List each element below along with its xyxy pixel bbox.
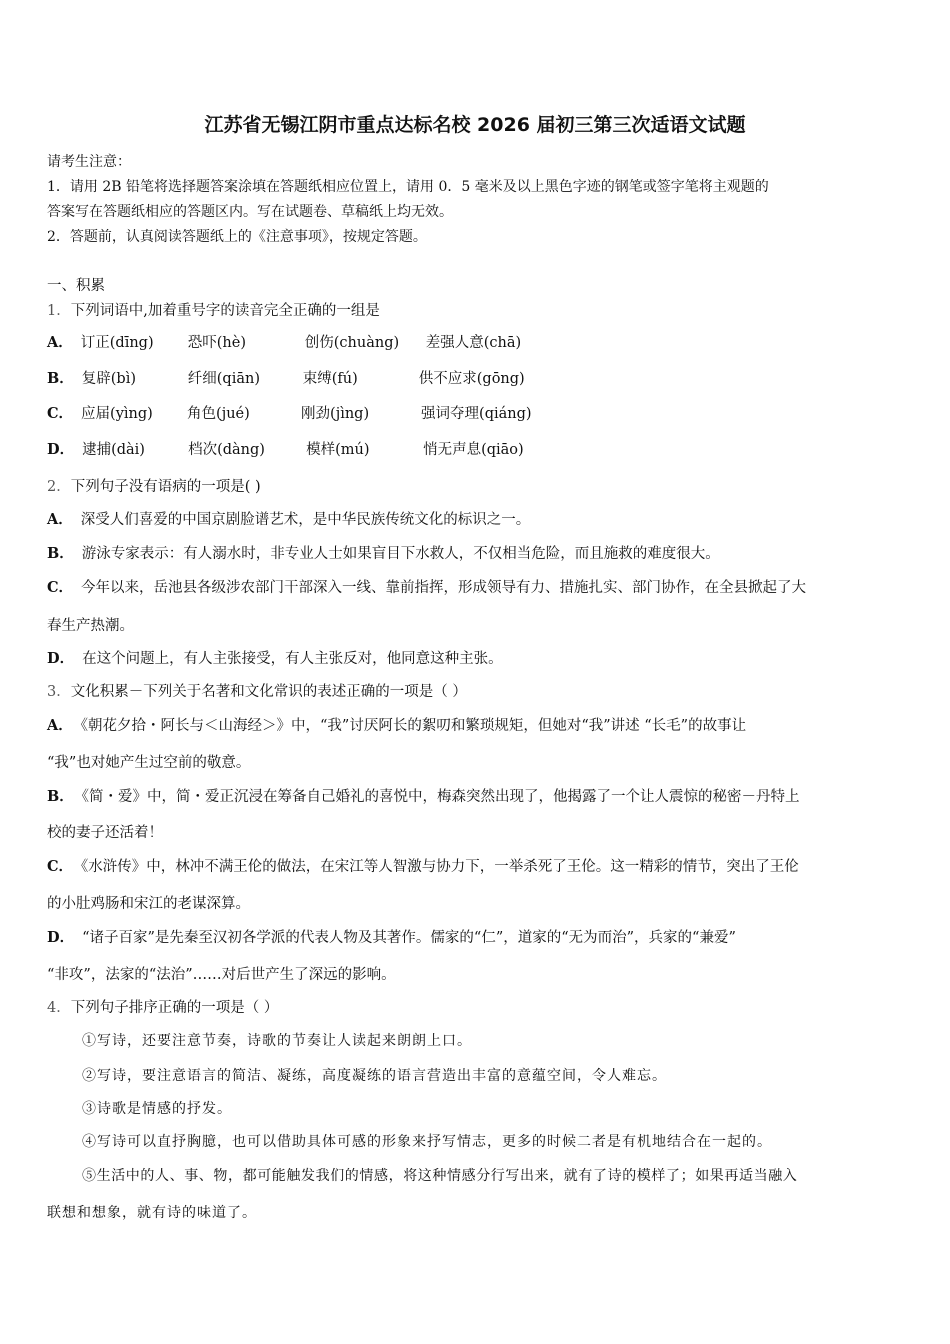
option-word: 档次(dàng) bbox=[188, 442, 265, 458]
q1-option-d[interactable] bbox=[47, 440, 524, 460]
option-word: 差强人意(chā) bbox=[425, 335, 522, 351]
q3-option-a[interactable] bbox=[47, 716, 746, 736]
q3-option-d-continued: “非攻”，法家的“法治”……对后世产生了深远的影响。 bbox=[47, 967, 396, 983]
option-word: 逮捕(dài) bbox=[82, 442, 145, 458]
option-word: 复辟(bì) bbox=[81, 371, 136, 387]
q1-option-a[interactable] bbox=[47, 333, 521, 353]
q4-sentence-3: ③诗歌是情感的抒发。 bbox=[82, 1101, 232, 1117]
notice-item-1-line-2: 答案写在答题纸相应的答题区内。写在试题卷、草稿纸上均无效。 bbox=[47, 204, 453, 220]
option-letter: A． bbox=[47, 717, 73, 734]
question-text: 文化积累－下列关于名著和文化常识的表述正确的一项是（ ） bbox=[70, 684, 467, 700]
option-word: 束缚(fú) bbox=[302, 371, 358, 387]
q4-sentence-5-continued: 联想和想象，就有诗的味道了。 bbox=[47, 1205, 257, 1221]
q3-option-d[interactable] bbox=[47, 928, 736, 948]
q3-option-c-continued: 的小肚鸡肠和宋江的老谋深算。 bbox=[47, 896, 250, 912]
question-number: 1． bbox=[47, 303, 71, 319]
q2-option-d[interactable] bbox=[47, 649, 503, 669]
option-letter: D． bbox=[47, 929, 75, 946]
option-text: 《简・爱》中，简・爱正沉浸在筹备自己婚礼的喜悦中，梅森突然出现了，他揭露了一个让人震惊的秘密－丹特上 bbox=[81, 789, 800, 805]
q3-option-a-continued: “我”也对她产生过空前的敬意。 bbox=[47, 755, 251, 771]
option-letter: C． bbox=[47, 579, 74, 596]
option-letter: D． bbox=[47, 441, 75, 458]
question-2-stem bbox=[47, 477, 261, 497]
option-text: “诸子百家”是先秦至汉初各学派的代表人物及其著作。儒家的“仁”，道家的“无为而治”，兵家的“兼爱” bbox=[82, 930, 736, 946]
question-1-stem bbox=[47, 301, 380, 321]
option-word: 模样(mú) bbox=[306, 442, 370, 458]
question-number: 2． bbox=[47, 479, 71, 495]
option-letter: C． bbox=[47, 858, 74, 875]
option-word: 悄无声息(qiāo) bbox=[423, 442, 524, 458]
option-letter: B． bbox=[47, 788, 74, 805]
question-3-stem bbox=[47, 682, 467, 702]
q3-option-b-continued: 校的妻子还活着！ bbox=[47, 825, 163, 841]
option-text: 游泳专家表示：有人溺水时，非专业人士如果盲目下水救人，不仅相当危险，而且施救的难度很大。 bbox=[81, 546, 720, 562]
question-4-stem bbox=[47, 998, 278, 1018]
page-title: 江苏省无锡江阴市重点达标名校 2026 届初三第三次适语文试题 bbox=[204, 114, 746, 136]
q4-sentence-2: ②写诗，要注意语言的简洁、凝练，高度凝练的语言营造出丰富的意蕴空间，令人难忘。 bbox=[82, 1068, 667, 1084]
q1-option-c[interactable] bbox=[47, 404, 532, 424]
option-word: 订正(dīng) bbox=[80, 335, 154, 351]
option-text: 《朝花夕拾・阿长与＜山海经＞》中，“我”讨厌阿长的絮叨和繁琐规矩，但她对“我”讲述 “长毛”的故事让 bbox=[80, 718, 747, 734]
option-word: 供不应求(gōng) bbox=[418, 371, 525, 387]
question-number: 3． bbox=[47, 684, 71, 700]
question-text: 下列句子排序正确的一项是（ ） bbox=[70, 1000, 279, 1016]
option-letter: A． bbox=[47, 334, 73, 351]
notice-heading: 请考生注意： bbox=[47, 154, 131, 170]
question-text: 下列词语中,加着重号字的读音完全正确的一组是 bbox=[70, 303, 380, 319]
option-text: 今年以来，岳池县各级涉农部门干部深入一线、靠前指挥，形成领导有力、措施扎实、部门协作，在全县掀起了大 bbox=[81, 580, 807, 596]
option-word: 刚劲(jìng) bbox=[301, 406, 370, 422]
notice-item-2: 2．答题前，认真阅读答题纸上的《注意事项》，按规定答题。 bbox=[47, 229, 427, 245]
q2-option-c-continued: 春生产热潮。 bbox=[47, 618, 134, 634]
option-word: 创伤(chuàng) bbox=[304, 335, 400, 351]
option-letter: D． bbox=[47, 650, 75, 667]
section-heading: 一、积累 bbox=[47, 278, 105, 294]
option-word: 纤细(qiān) bbox=[187, 371, 260, 387]
notice-item-1-line-1: 1．请用 2B 铅笔将选择题答案涂填在答题纸相应位置上，请用 0．5 毫米及以上黑色字迹的钢笔或签字笔将主观题的 bbox=[47, 179, 769, 195]
question-text: 下列句子没有语病的一项是( ) bbox=[70, 479, 261, 495]
q1-option-b[interactable] bbox=[47, 369, 525, 389]
question-number: 4． bbox=[47, 1000, 71, 1016]
option-letter: B． bbox=[47, 370, 74, 387]
q2-option-b[interactable] bbox=[47, 544, 720, 564]
option-letter: A． bbox=[47, 511, 73, 528]
q3-option-b[interactable] bbox=[47, 787, 800, 807]
option-word: 应届(yìng) bbox=[81, 406, 153, 422]
q2-option-a[interactable] bbox=[47, 510, 530, 530]
q2-option-c[interactable] bbox=[47, 578, 806, 598]
option-letter: B． bbox=[47, 545, 74, 562]
option-text: 深受人们喜爱的中国京剧脸谱艺术，是中华民族传统文化的标识之一。 bbox=[80, 512, 531, 528]
q4-sentence-4: ④写诗可以直抒胸臆，也可以借助具体可感的形象来抒写情志，更多的时候二者是有机地结合在一起的。 bbox=[82, 1134, 772, 1150]
option-word: 强词夺理(qiáng) bbox=[421, 406, 532, 422]
q4-sentence-5: ⑤生活中的人、事、物，都可能触发我们的情感，将这种情感分行写出来，就有了诗的模样了；如果再适当融入 bbox=[82, 1168, 798, 1184]
q4-sentence-1: ①写诗，还要注意节奏，诗歌的节奏让人读起来朗朗上口。 bbox=[82, 1033, 472, 1049]
option-word: 恐吓(hè) bbox=[187, 335, 246, 351]
q3-option-c[interactable] bbox=[47, 857, 799, 877]
option-text: 在这个问题上，有人主张接受，有人主张反对，他同意这种主张。 bbox=[82, 651, 503, 667]
option-word: 角色(jué) bbox=[187, 406, 250, 422]
option-letter: C． bbox=[47, 405, 74, 422]
option-text: 《水浒传》中，林冲不满王伦的做法，在宋江等人智激与协力下，一举杀死了王伦。这一精彩的情节，突出了王伦 bbox=[81, 859, 799, 875]
